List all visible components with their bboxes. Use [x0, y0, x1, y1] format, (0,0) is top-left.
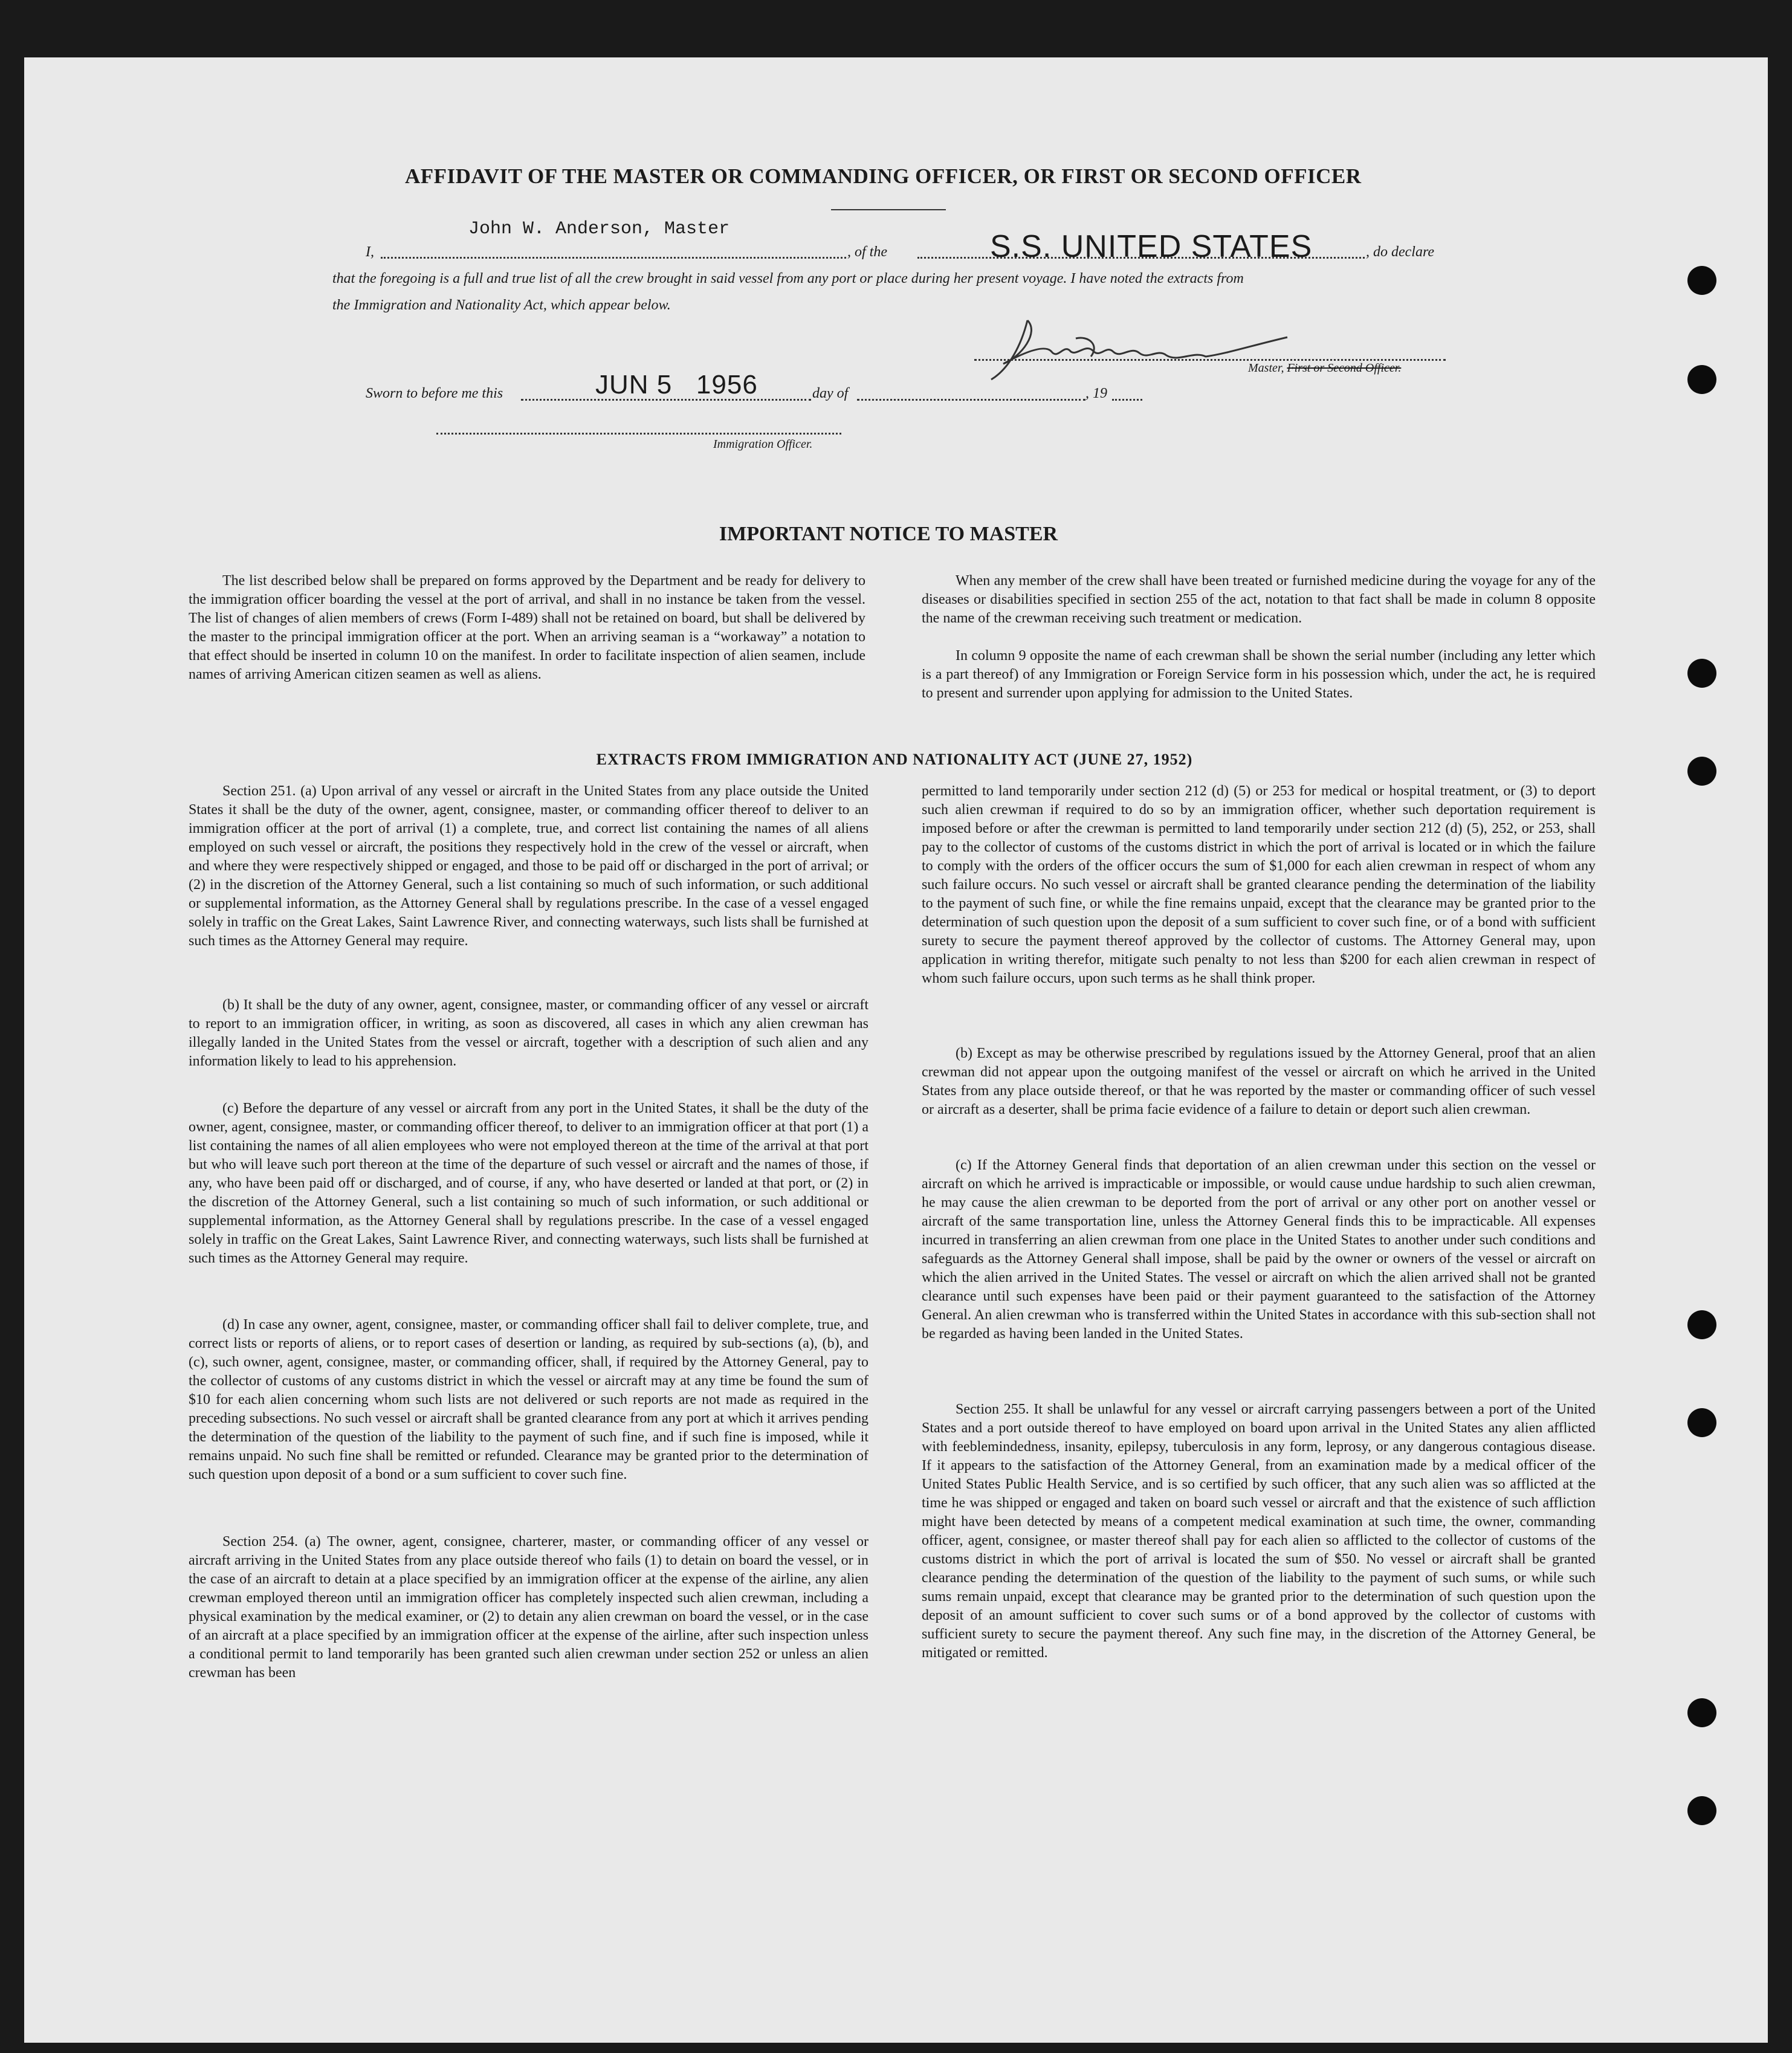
immigration-officer-caption: Immigration Officer.: [713, 438, 813, 451]
declaration-line-3: the Immigration and Nationality Act, which appear below.: [332, 297, 671, 313]
extract-section-254b: (b) Except as may be otherwise prescribed by regulations issued by the Attorney General, proof that an alien crewman did not appear upon the outgoing manifest of the vessel or aircraft on which he arrived in the United States from any place outside thereof, or that he was reported by the master or commanding officer of such vessel or aircraft as a deserter, shall be prima facie evidence of a failure to detain or deport such alien crewman.: [922, 1046, 1596, 1117]
extract-section-255: Section 255. It shall be unlawful for any vessel or aircraft carrying passengers between a port of the United States and a port outside thereof to have employed on board upon arrival in the United States any alien afflicted with feeblemindedness, insanity, epilepsy, tuberculosis in any form, leprosy, or any dangerous contagious disease. If it appears to the satisfaction of the Attorney General, from an examination made by a medical officer of the United States Public Health Service, and is so certified by such officer, that any such alien was so afflicted at the time he was shipped or engaged and taken on board such vessel or aircraft and that the existence of such affliction might have been detected by means of a competent medical examination at such time, the owner, commanding officer, agent, consignee, or master thereof shall pay for each alien so afflicted to the collector of customs of the customs district in which the port of arrival is located the sum of $50. No vessel or aircraft shall be granted clearance pending the determination of the question of the liability to the payment of such sums, or while such sums remain unpaid, except that clearance may be granted prior to the determination of such question upon the deposit of an amount sufficient to cover such sums or of a bond approved by the collector of customs with sufficient surety to secure the payment thereof. Any such fine may, in the discretion of the Attorney General, be mitigated or remitted.: [922, 1402, 1596, 1661]
notice-right-paragraph-2: In column 9 opposite the name of each crewman shall be shown the serial number (including any letter which is a part thereof) of any Immigration or Foreign Service form in his possession which, under the act, he is required to present and surrender upon applying for admission to the United States.: [922, 648, 1596, 701]
vessel-name: S.S. UNITED STATES: [990, 229, 1313, 264]
notice-right-paragraph-1: When any member of the crew shall have been treated or furnished medicine during the voyage for any of the diseases or disabilities specified in section 255 of the act, notation to that fact shall be made in column 8 opposite the name of the crewman receiving such treatment or medication.: [922, 573, 1596, 626]
extracts-heading: EXTRACTS FROM IMMIGRATION AND NATIONALITY ACT (JUNE 27, 1952): [596, 751, 1193, 768]
extract-section-251a: Section 251. (a) Upon arrival of any vessel or aircraft in the United States from any place outside the United States it shall be the duty of the owner, agent, consignee, master, or commanding officer thereof to deliver to an immigration officer at the port of arrival (1) a complete, true, and correct list containing the names of all aliens employed on such vessel or aircraft, the positions they respectively hold in the crew of the vessel or aircraft, when and where they were respectively shipped or engaged, and those to be paid off or discharged in the port of arrival; or (2) in the discretion of the Attorney General, such a list containing so much of such information, or such additional or supplemental information, as the Attorney General shall by regulations prescribe. In the case of a vessel engaged solely in traffic on the Great Lakes, Saint Lawrence River, and connecting waterways, such lists shall be furnished at such times as the Attorney General may require.: [189, 783, 869, 949]
label-of-the: , of the: [847, 244, 887, 260]
notice-left-paragraph: The list described below shall be prepared on forms approved by the Department and be ready for delivery to the immigration officer boarding the vessel at the port of arrival, and shall in no instance be taken from the vessel. The list of changes of alien members of crews (Form I-489) shall not be retained on board, but shall be delivered by the master to the principal immigration officer at the port. When an arriving seaman is a “workaway” a notation to that effect should be inserted in column 10 on the manifest. In order to facilitate inspection of alien seamen, include names of arriving American citizen seamen as well as aliens.: [189, 573, 865, 682]
punch-hole: [1687, 365, 1716, 394]
extract-section-251d: (d) In case any owner, agent, consignee, master, or commanding officer shall fail to deliver complete, true, and correct lists or reports of aliens, or to report cases of desertion or landing, as required by sub-sections (a), (b), and (c), such owner, agent, consignee, master, or commanding officer, shall, if required by the Attorney General, pay to the collector of customs of any customs district in which the vessel or aircraft may at any time be found the sum of $10 for each alien concerning whom such lists are not delivered or such reports are not made as required in the preceding subsections. No such vessel or aircraft shall be granted clearance from any port at which it arrives pending the determination of the question of the liability to the payment of such fine, and if such fine is imposed, while it remains unpaid. No such fine shall be remitted or refunded. Clearance may be granted prior to the determination of such question upon deposit of a bond or a sum sufficient to cover such fine.: [189, 1317, 869, 1482]
caption-master: Master,: [1248, 361, 1284, 375]
extract-section-254a-continued: permitted to land temporarily under section 212 (d) (5) or 253 for medical or hospital treatment, or (3) to deport such alien crewman if required to do so by an immigration officer, whether such deportation requirement is imposed before or after the crewman is permitted to land temporarily under section 212 (d) (5), 252, or 253, shall pay to the collector of customs of the customs district in which the port of arrival is located or in which the failure to comply with the orders of the officer occurs the sum of $1,000 for each alien crewman in respect of whom any such failure occurs. No such vessel or aircraft shall be granted clearance pending the determination of the liability to the payment of such fine, or while the fine remains unpaid, except that the clearance may be granted prior to the determination of such question upon the deposit of a sum sufficient to cover such fine, or of a bond with sufficient surety to secure the payment thereof approved by the collector of customs. The Attorney General may, upon application in writing therefor, mitigate such penalty to not less than $200 for each alien crewman in respect of whom such failure occurs, upon such terms as he shall think proper.: [922, 783, 1596, 986]
punch-hole: [1687, 1698, 1716, 1727]
immigration-officer-line: [436, 433, 841, 435]
sworn-date-stamp: JUN 5 1956: [595, 370, 758, 399]
punch-hole: [1687, 659, 1716, 688]
signature-caption: [1248, 361, 1401, 375]
punch-hole: [1687, 266, 1716, 295]
extract-section-251b: (b) It shall be the duty of any owner, agent, consignee, master, or commanding officer of any vessel or aircraft to report to an immigration officer, in writing, as soon as discovered, all cases in which any alien crewman has illegally landed in the United States from the vessel or aircraft, together with a description of such alien and any information likely to lead to his apprehension.: [189, 997, 869, 1069]
master-name: John W. Anderson, Master: [468, 219, 730, 239]
extract-section-254a: Section 254. (a) The owner, agent, consignee, charterer, master, or commanding officer of any vessel or aircraft arriving in the United States from any place outside thereof who fails (1) to detain on board the vessel, or in the case of an aircraft to detain at a place specified by an immigration officer at the expense of the airline, any alien crewman employed thereon until an immigration officer has completely inspected such alien crewman, including a physical examination by the medical examiner, or (2) to detain any alien crewman on board the vessel, or in the case of an aircraft at a place specified by an immigration officer at the expense of the airline, after such inspection unless a conditional permit to land temporarily has been granted such alien crewman under section 252 or unless an alien crewman has been: [189, 1534, 869, 1681]
month-line: [857, 399, 1085, 401]
label-day-of: day of: [812, 386, 849, 401]
extract-section-251c: (c) Before the departure of any vessel or aircraft from any port in the United States, it shall be the duty of the owner, agent, consignee, master, or commanding officer thereof, to deliver to an immigration officer at that port (1) a list containing the names of all alien employees who were not employed thereon at the time of the arrival at that port but who will leave such port thereon at the time of the departure of such vessel or aircraft and the names of those, if any, who have been paid off or discharged, and of course, if any, who have deserted or landed at that port, or (2) in the discretion of the Attorney General, such a list containing so much of such information, or such additional or supplemental information, as the Attorney General shall by regulations prescribe. In the case of a vessel engaged solely in traffic on the Great Lakes, Saint Lawrence River, and connecting waterways, such lists shall be furnished at such times as the Attorney General may require.: [189, 1101, 869, 1266]
master-name-line: [381, 257, 846, 259]
punch-hole: [1687, 1408, 1716, 1437]
declaration-line-2: that the foregoing is a full and true list of all the crew brought in said vessel from any port or place during her present voyage. I have noted the extracts from: [332, 271, 1244, 286]
extract-section-254c: (c) If the Attorney General finds that deportation of an alien crewman under this section on the vessel or aircraft on which he arrived is impracticable or impossible, or would cause undue hardship to such alien crewman, he may cause the alien crewman to be deported from the port of arrival or any other port on another vessel or aircraft of the same transportation line, unless the Attorney General finds this to be impracticable. All expenses incurred in transferring an alien crewman from one place in the United States to another under such conditions and safeguards as the Attorney General shall impose, shall be paid by the owner or owners of the vessel or aircraft on which the alien arrived in the United States. The vessel or aircraft on which the alien arrived shall not be granted clearance until such expenses have been paid or their payment guaranteed to the satisfaction of the Attorney General. An alien crewman who is transferred within the United States in accordance with this sub-section shall not be regarded as having been landed in the United States.: [922, 1157, 1596, 1342]
punch-hole: [1687, 1310, 1716, 1339]
caption-struck-officer: First or Second Officer.: [1287, 361, 1402, 375]
affidavit-title: AFFIDAVIT OF THE MASTER OR COMMANDING OFFICER, OR FIRST OR SECOND OFFICER: [405, 164, 1362, 188]
notice-heading: IMPORTANT NOTICE TO MASTER: [719, 523, 1058, 545]
title-underline: [831, 209, 946, 210]
sworn-label: Sworn to before me this: [366, 386, 503, 401]
label-i: I,: [366, 244, 374, 260]
label-do-declare: , do declare: [1366, 244, 1435, 260]
punch-hole: [1687, 1796, 1716, 1825]
signature-line: [974, 359, 1446, 361]
year-line: [1112, 399, 1142, 401]
label-year: , 19: [1085, 386, 1107, 401]
punch-hole: [1687, 757, 1716, 786]
